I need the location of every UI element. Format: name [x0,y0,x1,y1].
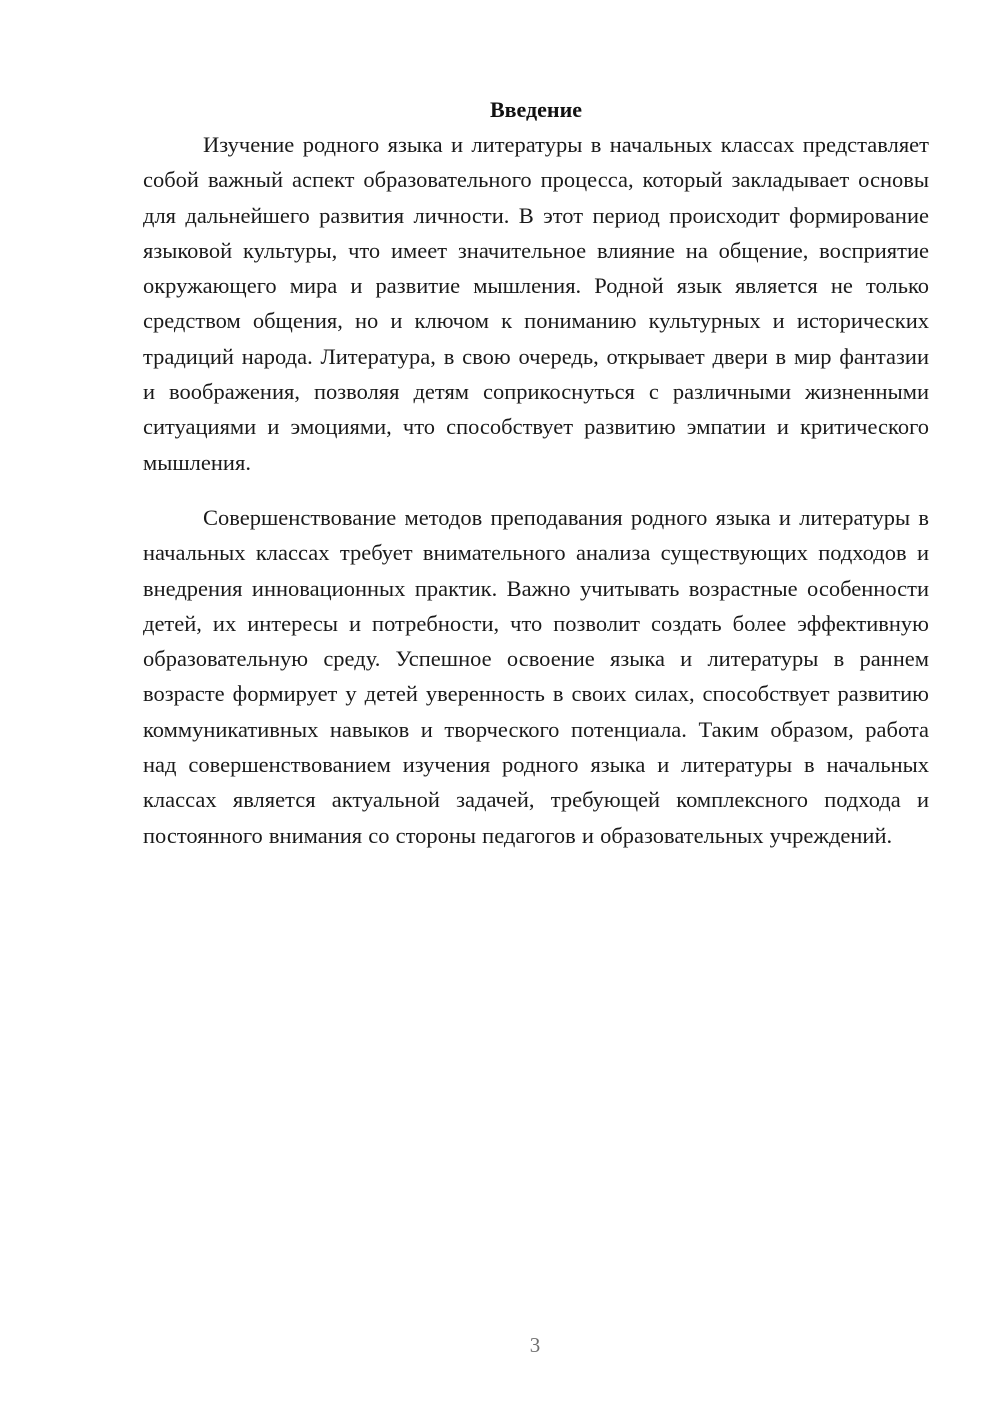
paragraph-2: Совершенствование методов преподавания родного языка и литературы в начальных классах требует внимательного анализа существующих подходов и внедрения инновационных практик. Важно учитывать возрастные особенности детей, их интересы и потребности, что позволит создать более эффективную образовательную среду. Успешное освоение языка и литературы в раннем возрасте формирует у детей уверенность в своих силах, способствует развитию коммуникативных навыков и творческого потенциала. Таким образом, работа над совершенствованием изучения родного языка и литературы в начальных классах является актуальной задачей, требующей комплексного подхода и постоянного внимания со стороны педагогов и образовательных учреждений. [143,504,929,848]
page-number: 3 [529,1333,541,1357]
paragraph-1: Изучение родного языка и литературы в начальных классах представляет собой важный аспект образовательного процесса, который закладывает основы для дальнейшего развития личности. В этот период происходит формирование языковой культуры, что имеет значительное влияние на общение, восприятие окружающего мира и развитие мышления. Родной язык является не только средством общения, но и ключом к пониманию культурных и исторических традиций народа. Литература, в свою очередь, открывает двери в мир фантазии и воображения, позволяя детям соприкоснуться с различными жизненными ситуациями и эмоциями, что способствует развитию эмпатии и критического мышления. [143,132,929,475]
section-heading: Введение [489,97,583,122]
page-content [143,92,929,853]
